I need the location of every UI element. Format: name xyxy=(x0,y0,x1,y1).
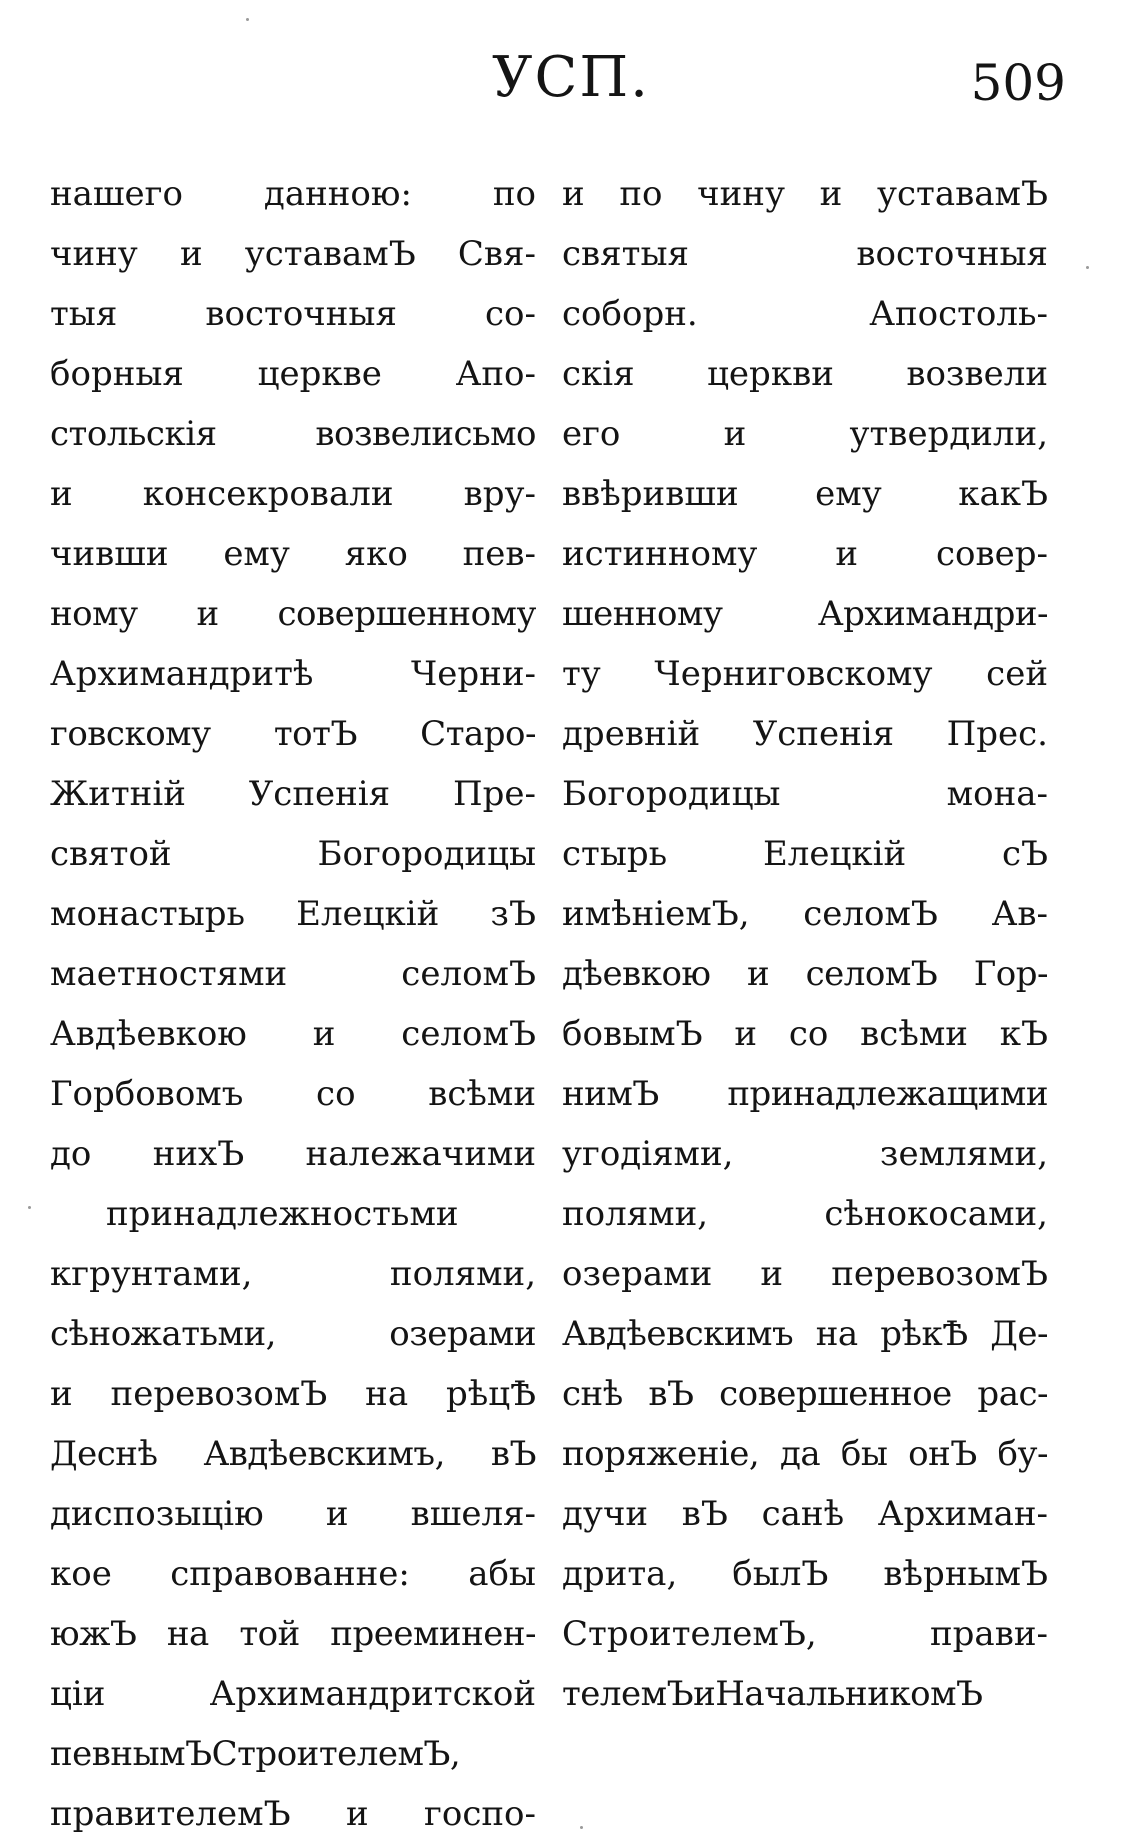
text-line: шенному Архимандри- xyxy=(562,594,1048,634)
text-line: ному и совершенному xyxy=(50,594,536,634)
paper-speck xyxy=(28,1206,31,1209)
text-line: южЪ на той прееминен- xyxy=(50,1614,536,1654)
text-line: диспозыцію и вшеля- xyxy=(50,1494,536,1534)
text-line: правителемЪ и госпо- xyxy=(50,1794,536,1834)
text-line: дрита, былЪ вѣрнымЪ xyxy=(562,1554,1048,1594)
page-number: 509 xyxy=(970,54,1066,112)
text-line: стырь Елецкій сЪ xyxy=(562,834,1048,874)
text-line: древній Успенія Прес. xyxy=(562,714,1048,754)
text-line: дучи вЪ санѣ Архиман- xyxy=(562,1494,1048,1534)
text-line: маетностями селомЪ xyxy=(50,954,536,994)
text-line: телемЪиНачальникомЪ xyxy=(562,1674,983,1714)
text-line: ту Черниговскому сей xyxy=(562,654,1048,694)
text-line: нашего данною: по xyxy=(50,174,536,214)
text-line: Авдѣевскимъ на рѣкѢ Де- xyxy=(562,1314,1048,1354)
text-line: тыя восточныя со- xyxy=(50,294,536,334)
text-line: чивши ему яко пев- xyxy=(50,534,536,574)
text-line: святыя восточныя xyxy=(562,234,1048,274)
left-column xyxy=(50,164,536,1844)
text-line: угодіями, землями, xyxy=(562,1134,1048,1174)
text-line: ціи Архимандритской xyxy=(50,1674,536,1714)
text-line: скія церкви возвели xyxy=(562,354,1048,394)
text-line: до нихЪ належачими xyxy=(50,1134,536,1174)
text-line: Деснѣ Авдѣевскимъ, вЪ xyxy=(50,1434,536,1474)
text-line: поряженіе, да бы онЪ бу- xyxy=(562,1434,1048,1474)
text-line: стольскія возвелисьмо xyxy=(50,414,536,454)
text-line: и перевозомЪ на рѣцѢ xyxy=(50,1374,536,1414)
text-line: Богородицы мона- xyxy=(562,774,1048,814)
paper-speck xyxy=(580,1826,583,1829)
text-line: и консекровали вру- xyxy=(50,474,536,514)
text-line: нимЪ принадлежащими xyxy=(562,1074,1048,1114)
text-line: имѣніемЪ, селомЪ Ав- xyxy=(562,894,1048,934)
text-line: чину и уставамЪ Свя- xyxy=(50,234,536,274)
text-line: кгрунтами, полями, xyxy=(50,1254,536,1294)
text-line: Горбовомъ со всѣми xyxy=(50,1074,536,1114)
text-line: и по чину и уставамЪ xyxy=(562,174,1048,214)
paper-speck xyxy=(1086,266,1089,269)
text-line: сѣножатьми, озерами xyxy=(50,1314,536,1354)
text-line: борныя церкве Апо- xyxy=(50,354,536,394)
text-line: Житній Успенія Пре- xyxy=(50,774,536,814)
text-line: монастырь Елецкій зЪ xyxy=(50,894,536,934)
text-line: бовымЪ и со всѣми кЪ xyxy=(562,1014,1048,1054)
text-line: принадлежностьми xyxy=(106,1194,459,1234)
text-line: его и утвердили, xyxy=(562,414,1048,454)
text-line: певнымЪСтроителемЪ, xyxy=(50,1734,461,1774)
text-line: истинному и совер- xyxy=(562,534,1048,574)
text-line: полями, сѣнокосами, xyxy=(562,1194,1048,1234)
text-line: кое справованне: абы xyxy=(50,1554,536,1594)
text-line: озерами и перевозомЪ xyxy=(562,1254,1048,1294)
text-line: снѣ вЪ совершенное рас- xyxy=(562,1374,1048,1414)
text-line: дѣевкою и селомЪ Гор- xyxy=(562,954,1048,994)
text-line: соборн. Апостоль- xyxy=(562,294,1048,334)
text-line: СтроителемЪ, прави- xyxy=(562,1614,1048,1654)
running-head: УСП. xyxy=(492,45,650,110)
text-line: святой Богородицы xyxy=(50,834,536,874)
text-line: Архимандритѣ Черни- xyxy=(50,654,536,694)
right-column xyxy=(562,164,1048,1724)
text-line: ввѣривши ему какЪ xyxy=(562,474,1048,514)
paper-speck xyxy=(246,18,249,21)
text-line: говскому тотЪ Старо- xyxy=(50,714,536,754)
text-line: Авдѣевкою и селомЪ xyxy=(50,1014,536,1054)
